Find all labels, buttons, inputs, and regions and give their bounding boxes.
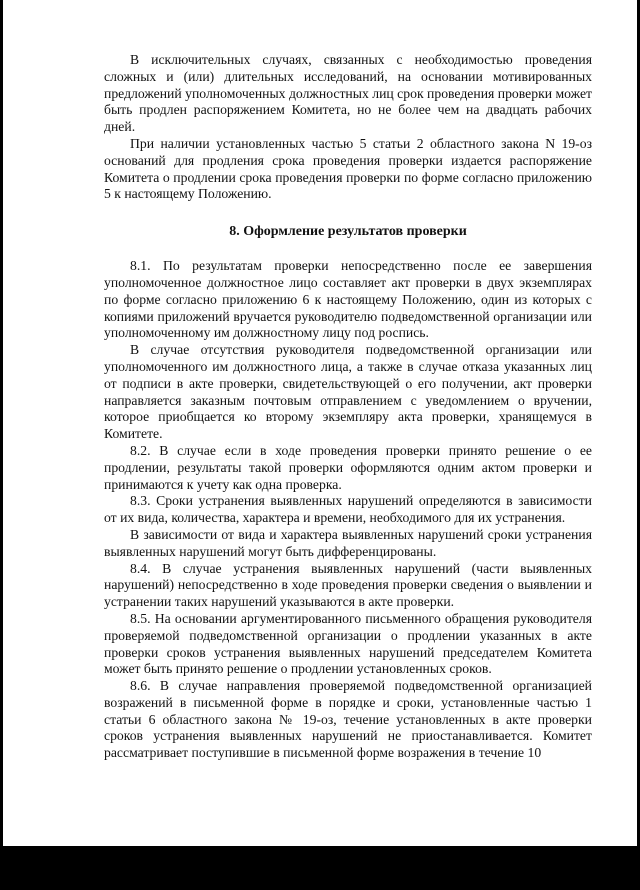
document-page [104,52,592,762]
paragraph-8-5: 8.5. На основании аргументированного письменного обращения руководителя проверяемой подведомственной организации о продлении указанных в акте проверки сроков устранения выявленных нарушений председателем Комитета может быть принято решение о продлении установленных сроков. [104,610,592,677]
paragraph-extension-order: При наличии установленных частью 5 статьи 2 областного закона N 19-оз оснований для продления срока проведения проверки издается распоряжение Комитета о продлении срока проведения проверки по форме согласно приложению 5 к настоящему Положению. [104,135,592,202]
paragraph-8-6: 8.6. В случае направления проверяемой подведомственной организацией возражений в письменной форме в порядке и сроки, установленные частью 1 статьи 6 областного закона № 19-оз, течение установленных в акте проверки сроков устранения выявленных нарушений не приостанавливается. Комитет рассматривает поступившие в письменной форме возражения в течение 10 [104,678,592,761]
paragraph-8-1-absence: В случае отсутствия руководителя подведомственной организации или уполномоченного им должностного лица, а также в случае отказа указанных лиц от подписи в акте проверки, свидетельствующей о его получении, акт проверки направляется заказным почтовым отправлением с уведомлением о вручении, которое приобщается ко второму экземпляру акта проверки, хранящемуся в Комитете. [104,342,592,442]
scan-border-bottom [0,846,640,890]
section-heading: 8. Оформление результатов проверки [229,224,467,240]
paragraph-8-2: 8.2. В случае если в ходе проведения проверки принято решение о ее продлении, результаты такой проверки оформляются одним актом проверки и принимаются к учету как одна проверка. [104,442,592,492]
paragraph-8-1: 8.1. По результатам проверки непосредственно после ее завершения уполномоченное должностное лицо составляет акт проверки в двух экземплярах по форме согласно приложению 6 к настоящему Положению, один из которых с копиями приложений вручается руководителю подведомственной организации или уполномоченному им должностному лицу под роспись. [104,258,592,341]
paragraph-extension-exceptional: В исключительных случаях, связанных с необходимостью проведения сложных и (или) длительных исследований, на основании мотивированных предложений уполномоченных должностных лиц срок проведения проверки может быть продлен распоряжением Комитета, но не более чем на двадцать рабочих дней. [104,52,592,135]
paragraph-8-4: 8.4. В случае устранения выявленных нарушений (части выявленных нарушений) непосредственно в ходе проведения проверки сведения о выявлении и устранении таких нарушений указываются в акте проверки. [104,560,592,610]
paragraph-8-3: 8.3. Сроки устранения выявленных нарушений определяются в зависимости от их вида, количества, характера и времени, необходимого для их устранения. [104,493,592,526]
scan-border-left [0,0,3,890]
paragraph-8-3-differentiation: В зависимости от вида и характера выявленных нарушений сроки устранения выявленных нарушений могут быть дифференцированы. [104,526,592,559]
